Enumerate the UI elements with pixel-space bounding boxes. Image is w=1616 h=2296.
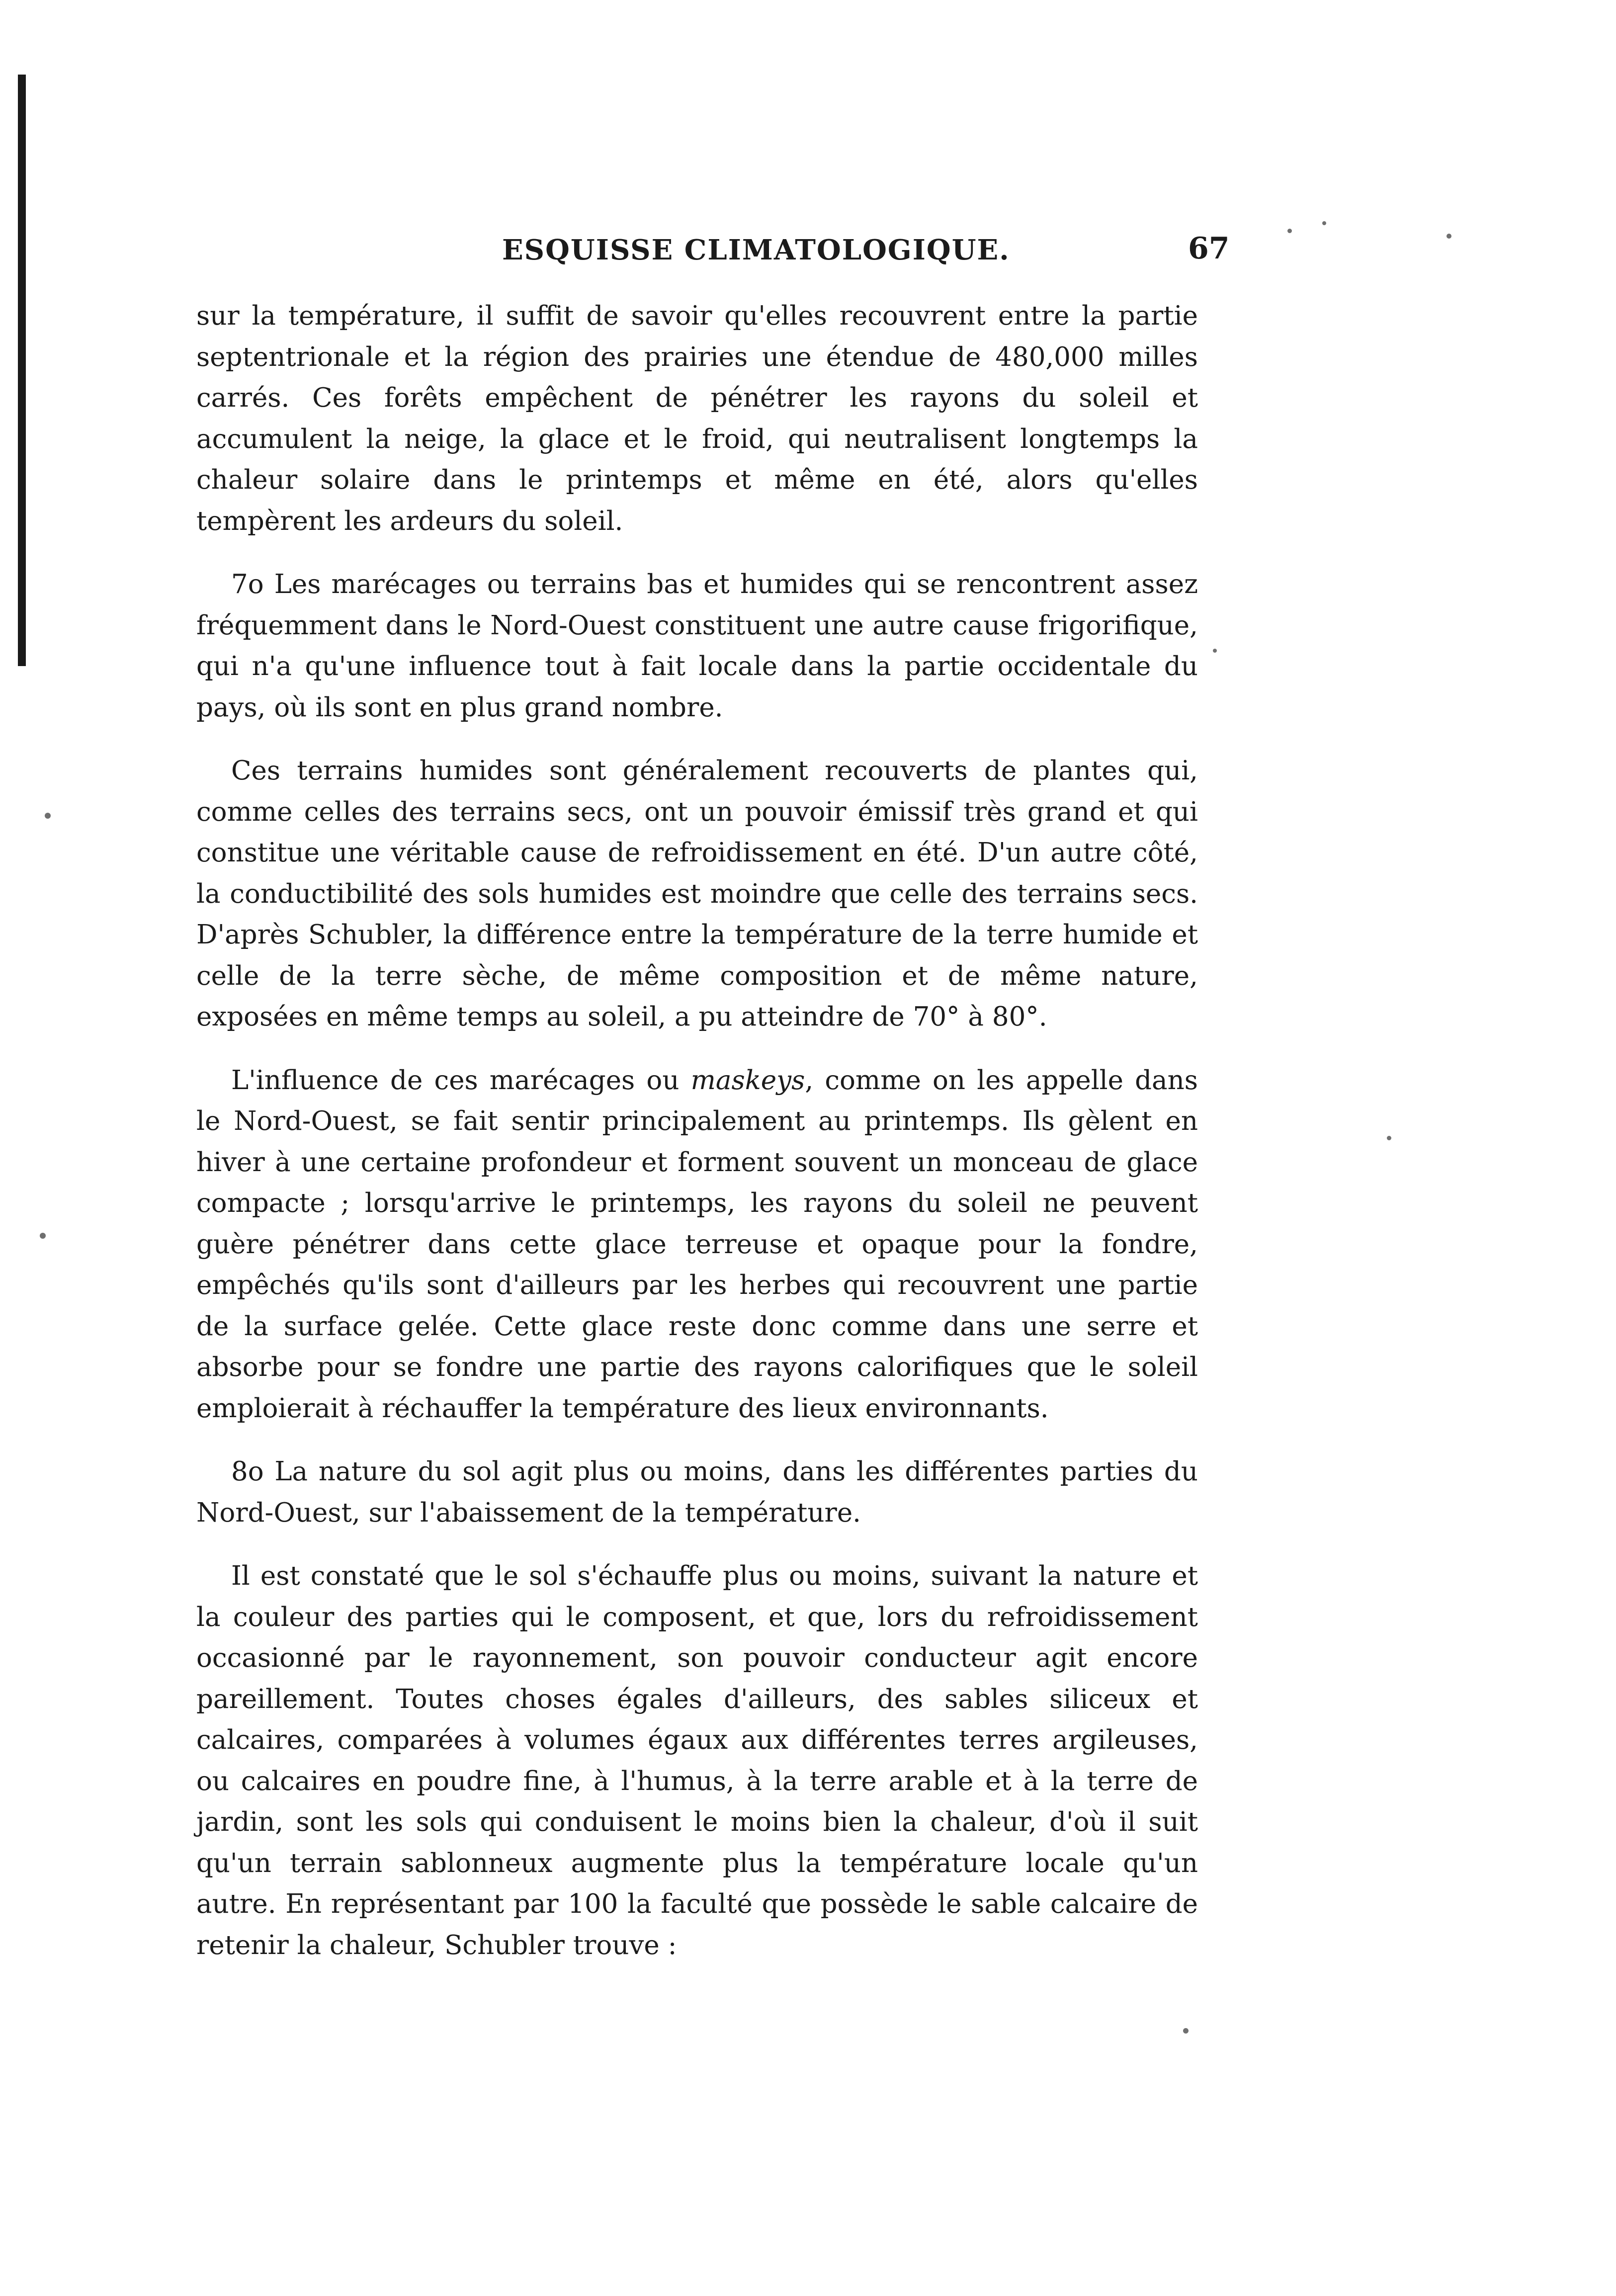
paragraph-maskeys: [196, 1060, 1198, 1430]
scan-speckle: [1446, 234, 1451, 239]
scan-speckle: [1287, 229, 1292, 233]
paragraph-terrains-humides: Ces terrains humides sont généralement recouverts de plantes qui, comme celles des terrains secs, ont un pouvoir émissif très grand et qui constitue une véritable cause de refroidissement en été. D'un autre côté, la conductibilité des sols humides est moindre que celle des terrains secs. D'après Schubler, la différence entre la température de la terre humide et celle de la terre sèche, de même composition et de même nature, exposées en même temps au soleil, a pu atteindre de 70° à 80°.: [196, 756, 1198, 1032]
scan-speckle: [1213, 649, 1217, 653]
maskeys-term: maskeys: [690, 1065, 805, 1096]
scan-speckle: [40, 1233, 46, 1239]
scan-speckle: [1387, 1136, 1391, 1140]
scan-speckle: [1183, 2028, 1189, 2034]
page-number: 67: [1188, 231, 1230, 266]
paragraph-marecages: 7o Les marécages ou terrains bas et humides qui se rencontrent assez fréquemment dans le Nord-Ouest constituent une autre cause frigorifique, qui n'a qu'une influence tout à fait locale dans la partie occidentale du pays, où ils sont en plus grand nombre.: [196, 569, 1198, 723]
paragraph-nature-sol: 8o La nature du sol agit plus ou moins, dans les différentes parties du Nord-Ouest, sur l'abaissement de la température.: [196, 1456, 1198, 1528]
margin-scan-bar: [18, 75, 26, 666]
running-head: ESQUISSE CLIMATOLOGIQUE.: [502, 234, 1010, 266]
maskeys-before: L'influence de ces marécages ou: [231, 1065, 691, 1096]
paragraph-sol-echauffe: Il est constaté que le sol s'échauffe plus ou moins, suivant la nature et la couleur des parties qui le composent, et que, lors du refroidissement occasionné par le rayonnement, son pouvoir conducteur agit encore pareillement. Toutes choses égales d'ailleurs, des sables siliceux et calcaires, comparées à volumes égaux aux différentes terres argileuses, ou calcaires en poudre fine, à l'humus, à la terre arable et à la terre de jardin, sont les sols qui conduisent le moins bien la chaleur, d'où il suit qu'un terrain sablonneux augmente plus la température locale qu'un autre. En représentant par 100 la faculté que possède le sable calcaire de retenir la chaleur, Schubler trouve :: [196, 1561, 1198, 1960]
scan-speckle: [45, 813, 51, 819]
scan-speckle: [1322, 221, 1326, 225]
maskeys-after: , comme on les appelle dans le Nord-Ouest, se fait sentir principalement au printemps. Ils gèlent en hiver à une certaine profondeur et forment souvent un monceau de glace compacte ; lorsqu'arrive le printemps, les rayons du soleil ne peuvent guère pénétrer dans cette glace terreuse et opaque pour la fondre, empêchés qu'ils sont d'ailleurs par les herbes qui recouvrent une partie de la surface gelée. Cette glace reste donc comme dans une serre et absorbe pour se fondre une partie des rayons calorifiques que le soleil emploierait à réchauffer la température des lieux environnants.: [196, 1065, 1198, 1424]
paragraph-continuation: sur la température, il suffit de savoir qu'elles recouvrent entre la partie septentrionale et la région des prairies une étendue de 480,000 milles carrés. Ces forêts empêchent de pénétrer les rayons du soleil et accumulent la neige, la glace et le froid, qui neutralisent longtemps la chaleur solaire dans le printemps et même en été, alors qu'elles tempèrent les ardeurs du soleil.: [196, 301, 1198, 536]
body-text: [196, 296, 1198, 1966]
